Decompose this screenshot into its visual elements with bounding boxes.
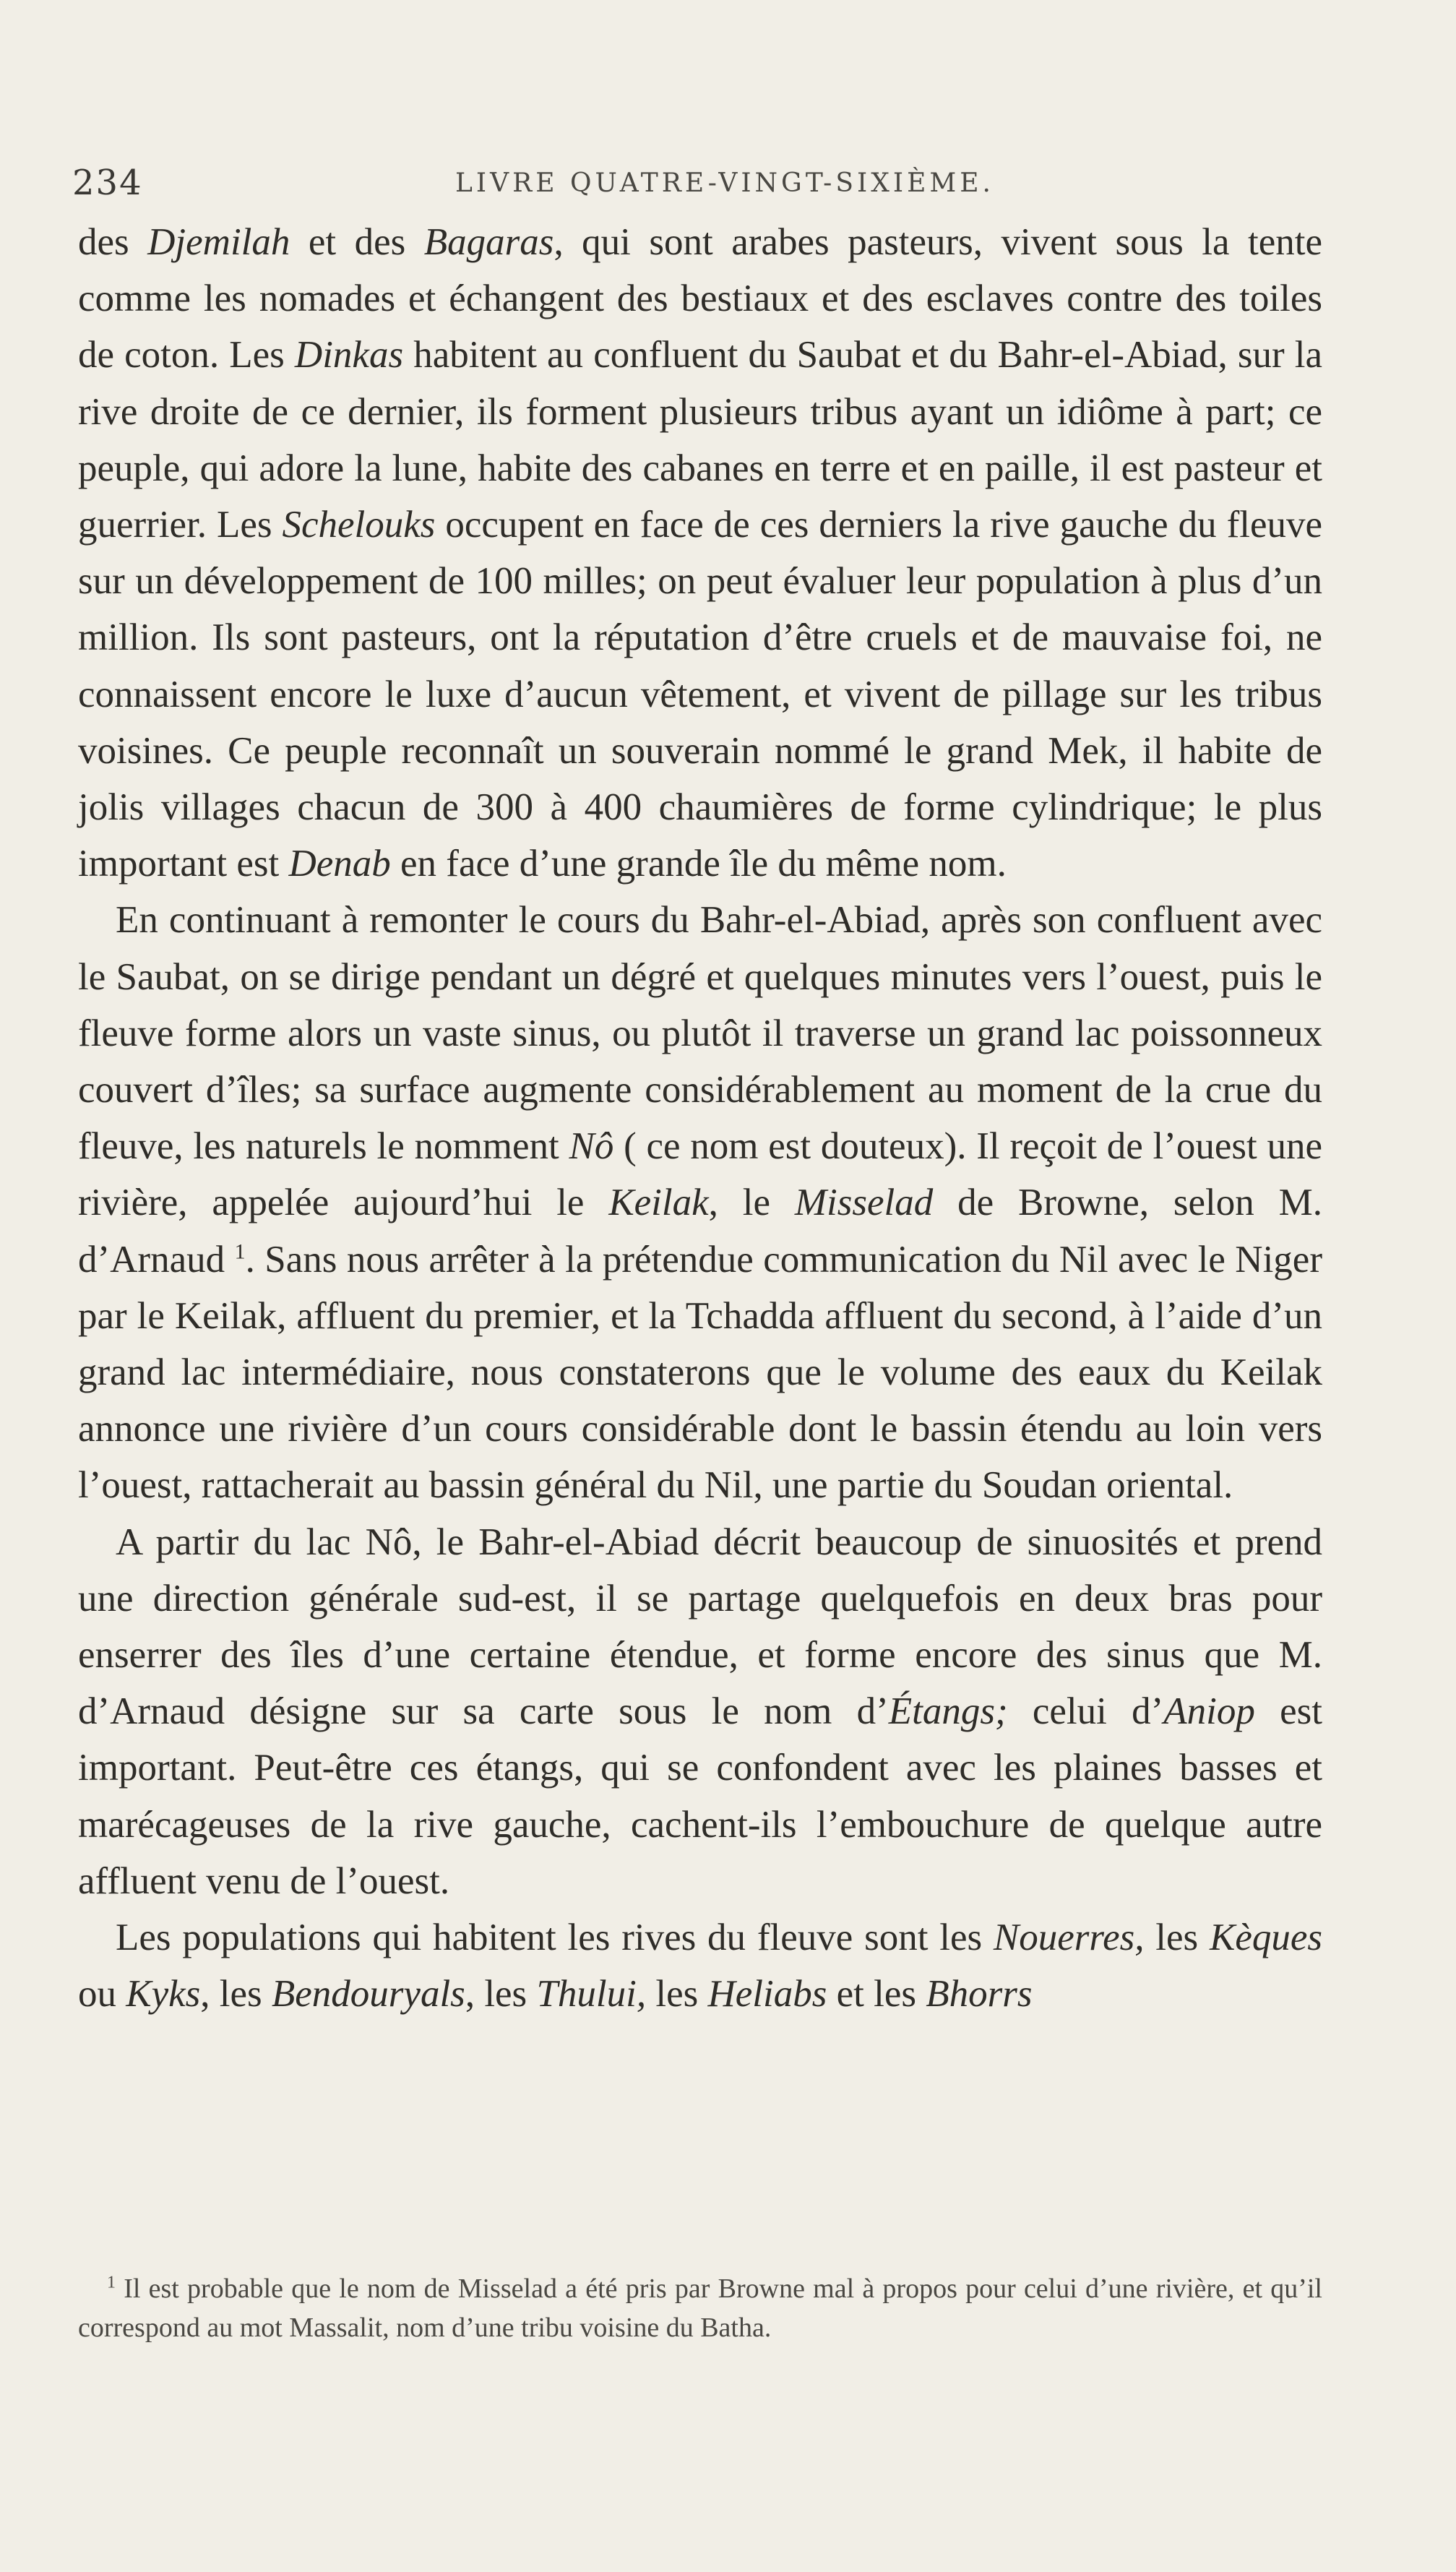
italic-term: Thului, bbox=[536, 1973, 647, 2016]
paragraph bbox=[78, 892, 1322, 1513]
text-run: et les bbox=[827, 1973, 926, 2016]
italic-term: Bhorrs bbox=[926, 1973, 1033, 2016]
text-run: En continuant à remonter le cours du Bahr-el-Abiad, après son confluent avec le Saubat, on se dirige pendant un dégré et quelques minutes vers l’ouest, puis le fleuve forme alors un vaste sinus, ou plutôt il traverse un grand lac poissonneux couvert d’îles; sa surface augmente considérablement au moment de la crue du fleuve, les naturels le nomment bbox=[78, 899, 1322, 1168]
italic-term: Bagaras bbox=[423, 221, 554, 263]
text-run: occupent en face de ces derniers la rive gauche du fleuve sur un développement de 100 milles; on peut évaluer leur population à plus d’un million. Ils sont pasteurs, ont la réputation d’être cruels et de mauvaise foi, ne connaissent encore le luxe d’aucun vêtement, et vivent de pillage sur les tribus voisines. Ce peuple reconnaît un souverain nommé le grand Mek, il habite de jolis villages chacun de 300 à 400 chaumières de forme cylindrique; le plus important est bbox=[78, 504, 1322, 885]
italic-term: Keilak bbox=[608, 1182, 709, 1224]
text-run: celui d’ bbox=[1007, 1690, 1164, 1733]
text-run: ou bbox=[78, 1973, 126, 2016]
body-text bbox=[78, 214, 1322, 2023]
text-run: habitent au confluent du Saubat et du Bahr-el-Abiad, sur la rive droite de ce dernier, ils forment plusieurs tribus ayant un idiôme à part; ce peuple, qui adore la lune, habite des cabanes en terre et en paille, il est pasteur et guerrier. Les bbox=[78, 334, 1323, 546]
text-run: des bbox=[78, 221, 148, 263]
text-run: , qui sont arabes pasteurs, vivent sous la tente comme les nomades et échangent des bestiaux et des esclaves contre des toiles de coton. Les bbox=[78, 221, 1322, 377]
italic-term: Aniop bbox=[1163, 1690, 1255, 1733]
italic-term: Schelouks bbox=[282, 504, 436, 546]
paragraph bbox=[78, 1909, 1322, 2022]
text-run: A partir du lac Nô, le Bahr-el-Abiad décrit beaucoup de sinuosités et prend une direction générale sud-est, il se partage quelquefois en deux bras pour enserrer des îles d’une certaine étendue, et forme encore des sinus que M. d’Arnaud désigne sur sa carte sous le nom d’ bbox=[78, 1521, 1322, 1733]
italic-term: Kyks bbox=[126, 1973, 201, 2016]
italic-term: Étangs; bbox=[888, 1690, 1008, 1733]
italic-term: Nouerres, bbox=[993, 1917, 1145, 1959]
text-run: est important. Peut-être ces étangs, qui se confondent avec les plaines basses et marécageuses de la rive gauche, cachent-ils l’embouchure de quelque autre affluent venu de l’ouest. bbox=[78, 1690, 1322, 1902]
italic-term: Bendouryals bbox=[271, 1973, 465, 2016]
text-run: et des bbox=[290, 221, 424, 263]
text-run: de Browne, selon M. d’Arnaud bbox=[78, 1182, 1323, 1281]
italic-term: Heliabs bbox=[707, 1973, 827, 2016]
italic-term: Djemilah bbox=[147, 221, 290, 263]
page-number: 234 bbox=[72, 163, 143, 203]
chapter-title: LIVRE QUATRE-VINGT-SIXIÈME. bbox=[455, 168, 994, 198]
footnote-paragraph bbox=[78, 2269, 1322, 2347]
footnote-text: Il est probable que le nom de Misselad a été pris par Browne mal à propos pour celui d’une rivière, et qu’il correspond au mot Massalit, nom d’une tribu voisine du Batha. bbox=[78, 2274, 1322, 2343]
running-head bbox=[72, 163, 1330, 206]
text-run: ( ce nom est douteux). Il reçoit de l’ouest une rivière, appelée aujourd’hui le bbox=[78, 1125, 1322, 1224]
italic-term: Dinkas bbox=[294, 334, 404, 377]
text-run: Les populations qui habitent les rives du fleuve sont les bbox=[116, 1917, 994, 1959]
paragraph bbox=[78, 214, 1322, 892]
italic-term: Nô bbox=[569, 1125, 614, 1168]
footnote bbox=[78, 2269, 1322, 2347]
text-run: . Sans nous arrêter à la prétendue communication du Nil avec le Niger par le Keilak, affluent du premier, et la Tchadda affluent du second, à l’aide d’un grand lac intermédiaire, nous constaterons que le volume des eaux du Keilak annonce une rivière d’un cours considérable dont le bassin étendu au loin vers l’ouest, rattacherait au bassin général du Nil, une partie du Soudan oriental. bbox=[78, 1238, 1322, 1507]
text-run: , les bbox=[465, 1973, 537, 2016]
footnote-reference: 1 bbox=[234, 1239, 246, 1263]
italic-term: Misselad bbox=[794, 1182, 934, 1224]
text-run: les bbox=[1144, 1917, 1210, 1959]
text-run: , les bbox=[200, 1973, 272, 2016]
italic-term: Kèques bbox=[1209, 1917, 1323, 1959]
text-run: , le bbox=[708, 1182, 795, 1224]
text-run: en face d’une grande île du même nom. bbox=[390, 843, 1007, 885]
paragraph bbox=[78, 1514, 1322, 1909]
text-run: les bbox=[646, 1973, 708, 2016]
footnote-marker: 1 bbox=[107, 2273, 116, 2292]
italic-term: Denab bbox=[288, 843, 391, 885]
